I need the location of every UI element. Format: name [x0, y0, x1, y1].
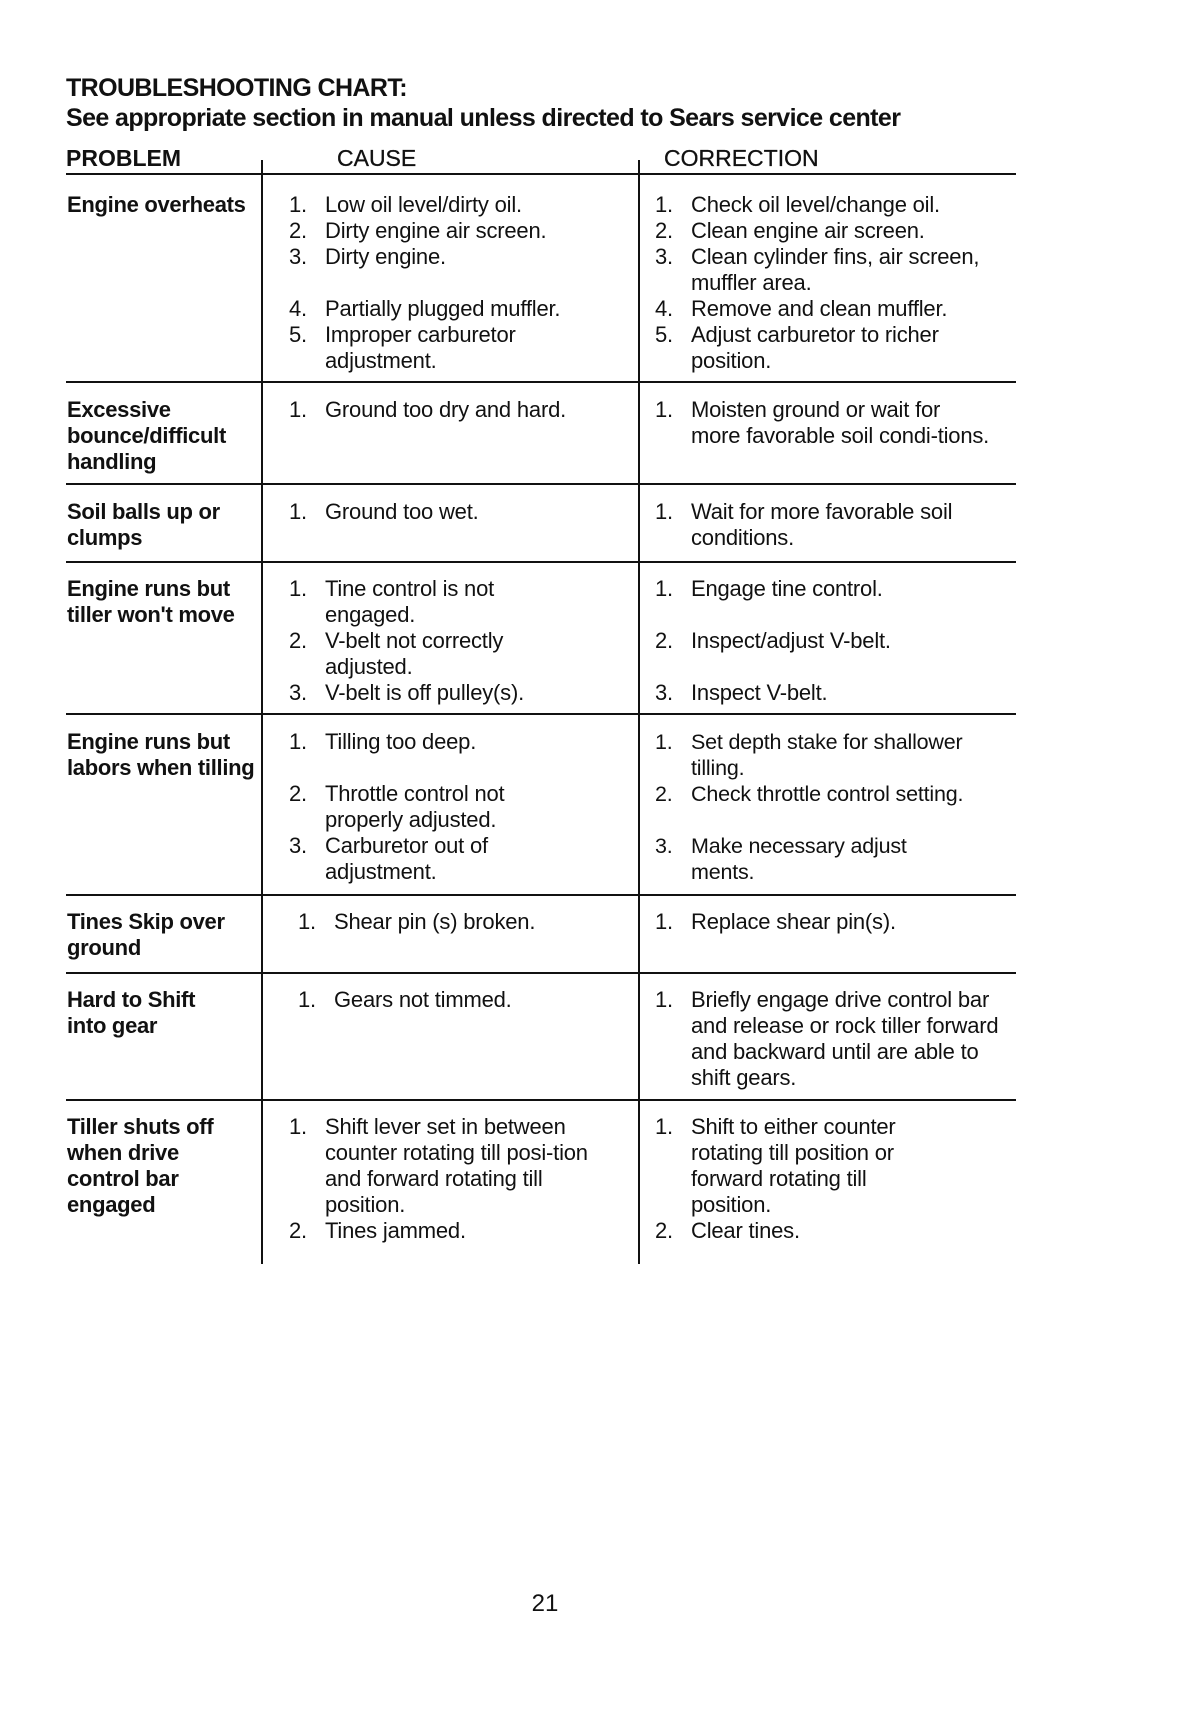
list-item: 1. Engage tine control. [655, 576, 883, 601]
causes-list [298, 987, 628, 1013]
header-correction: CORRECTION [664, 145, 819, 171]
list-item: 1. Low oil level/dirty oil. [289, 192, 522, 217]
row-divider [66, 972, 1016, 974]
list-item: 1. Gears not timmed. [298, 987, 512, 1012]
problem-tiller-shuts-off: Tiller shuts off when drive control bar engaged [67, 1114, 214, 1217]
list-item: 1. Tine control is not engaged. [289, 576, 495, 627]
causes-list [289, 397, 619, 423]
problem-hard-to-shift: Hard to Shift into gear [67, 987, 196, 1038]
row-divider [66, 713, 1016, 715]
page-number: 21 [531, 1590, 559, 1617]
list-item: 3. Dirty engine. [289, 244, 446, 269]
list-item: 2. Inspect/adjust V-belt. [655, 628, 891, 653]
list-item: 1. Shift lever set in between counter rotating till posi-tion and forward rotating till position. [289, 1114, 588, 1217]
header-divider [66, 173, 1016, 175]
problem-tines-skip: Tines Skip over ground [67, 909, 225, 960]
list-item: 3. V-belt is off pulley(s). [289, 680, 524, 705]
list-item: 3. Inspect V-belt. [655, 680, 828, 705]
column-divider [638, 160, 640, 1264]
corrections-list [655, 576, 1015, 706]
problem-tiller-wont-move: Engine runs but tiller won't move [67, 576, 235, 627]
problem-soil-balls: Soil balls up or clumps [67, 499, 220, 550]
problem-excessive-bounce: Excessive bounce/difficult handling [67, 397, 226, 474]
chart-title: TROUBLESHOOTING CHART: [66, 74, 407, 102]
column-divider [261, 160, 263, 1264]
list-item: 4. Remove and clean muffler. [655, 296, 948, 321]
list-item: 2. V-belt not correctly adjusted. [289, 628, 504, 679]
causes-list [289, 729, 549, 885]
corrections-list [655, 909, 1015, 935]
row-divider [66, 894, 1016, 896]
list-item: 2. Tines jammed. [289, 1218, 466, 1243]
causes-list [298, 909, 628, 935]
problem-engine-labors: Engine runs but labors when tilling [67, 729, 255, 780]
corrections-list [655, 397, 995, 449]
corrections-list [655, 987, 1007, 1091]
row-divider [66, 1099, 1016, 1101]
list-item: 1. Moisten ground or wait for more favorable soil condi-tions. [655, 397, 990, 448]
row-divider [66, 561, 1016, 563]
list-item: 2. Throttle control not properly adjusted. [289, 781, 505, 832]
list-item: 1. Briefly engage drive control bar and release or rock tiller forward and backward until are able to shift gears. [655, 987, 999, 1090]
causes-list [289, 1114, 609, 1244]
corrections-list [655, 499, 955, 551]
causes-list [289, 499, 619, 525]
causes-list [289, 576, 549, 706]
list-item: 3. Make necessary adjust ments. [655, 834, 907, 884]
list-item: 2. Clean engine air screen. [655, 218, 925, 243]
list-item: 3. Carburetor out of adjustment. [289, 833, 488, 884]
header-cause: CAUSE [337, 145, 417, 171]
chart-subtitle: See appropriate section in manual unless directed to Sears service center [66, 104, 901, 132]
row-divider [66, 483, 1016, 485]
list-item: 1. Tilling too deep. [289, 729, 477, 754]
list-item: 4. Partially plugged muffler. [289, 296, 561, 321]
list-item: 1. Replace shear pin(s). [655, 909, 896, 934]
header-problem: PROBLEM [66, 145, 181, 171]
problem-engine-overheats: Engine overheats [67, 192, 246, 217]
list-item: 1. Ground too wet. [289, 499, 479, 524]
list-item: 1. Shear pin (s) broken. [298, 909, 536, 934]
list-item: 2. Dirty engine air screen. [289, 218, 547, 243]
corrections-list [655, 192, 1015, 374]
list-item: 2. Clear tines. [655, 1218, 800, 1243]
list-item: 1. Wait for more favorable soil conditions. [655, 499, 953, 550]
list-item: 5. Adjust carburetor to richer position. [655, 322, 939, 373]
corrections-list [655, 729, 1020, 885]
causes-list [289, 192, 619, 374]
list-item: 1. Set depth stake for shallower tilling. [655, 730, 963, 780]
list-item: 1. Check oil level/change oil. [655, 192, 940, 217]
list-item: 1. Shift to either counter rotating till position or forward rotating till position. [655, 1114, 896, 1217]
list-item: 5. Improper carburetor adjustment. [289, 322, 516, 373]
list-item: 3. Clean cylinder fins, air screen, muffler area. [655, 244, 980, 295]
row-divider [66, 381, 1016, 383]
list-item: 1. Ground too dry and hard. [289, 397, 567, 422]
corrections-list [655, 1114, 945, 1244]
list-item: 2. Check throttle control setting. [655, 782, 964, 806]
